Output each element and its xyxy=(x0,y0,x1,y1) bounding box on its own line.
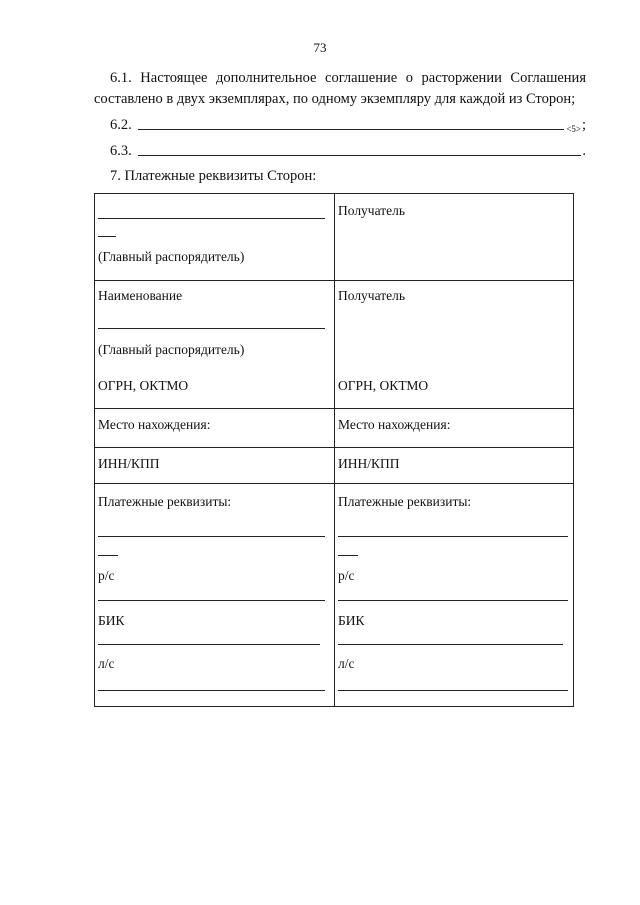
blank-line xyxy=(338,600,568,601)
blank-line xyxy=(98,536,325,537)
right-rs: р/с xyxy=(338,568,355,583)
right-ls: л/с xyxy=(338,656,355,671)
clause-6-2-end: ; xyxy=(581,117,586,133)
table-row-divider xyxy=(95,280,573,281)
right-location: Место нахождения: xyxy=(338,417,451,432)
blank-line xyxy=(338,644,563,645)
left-name-label: Наименование xyxy=(98,288,183,303)
left-inn: ИНН/КПП xyxy=(98,456,160,471)
right-payment: Платежные реквизиты: xyxy=(338,494,472,509)
blank-line xyxy=(98,555,118,556)
blank-line xyxy=(98,644,320,645)
right-bik: БИК xyxy=(338,613,365,628)
left-ogrn: ОГРН, ОКТМО xyxy=(98,378,189,393)
left-rs: р/с xyxy=(98,568,115,583)
clause-6-2-footnote: <5> xyxy=(566,124,581,134)
payment-details-table xyxy=(94,193,574,707)
blank-line xyxy=(98,236,116,237)
blank-line xyxy=(338,690,568,691)
right-recipient: Получатель xyxy=(338,203,406,218)
clause-6-3-end: . xyxy=(582,143,586,159)
page-number: 73 xyxy=(313,40,327,55)
left-role-2: (Главный распорядитель) xyxy=(98,342,245,357)
blank-line xyxy=(98,218,325,219)
blank-line xyxy=(98,600,325,601)
blank-line xyxy=(98,690,325,691)
blank-line xyxy=(338,555,358,556)
clause-6-1: 6.1. Настоящее дополнительное соглашение о расторжении Соглашения составлено в двух экземплярах, по одному экземпляру для каждой из Сторон; xyxy=(94,70,586,107)
left-role: (Главный распорядитель) xyxy=(98,249,245,264)
right-ogrn: ОГРН, ОКТМО xyxy=(338,378,429,393)
table-row-divider xyxy=(95,408,573,409)
table-row-divider xyxy=(95,483,573,484)
table-row-divider xyxy=(95,447,573,448)
clause-6-3-blank xyxy=(138,143,582,156)
clause-6-2-blank xyxy=(138,117,565,130)
section-7-title: 7. Платежные реквизиты Сторон: xyxy=(110,168,317,184)
clause-6-3-number: 6.3. xyxy=(110,143,132,159)
clause-6-3 xyxy=(110,140,586,160)
clause-6-2 xyxy=(110,114,586,134)
left-bik: БИК xyxy=(98,613,125,628)
right-recipient-2: Получатель xyxy=(338,288,406,303)
blank-line xyxy=(98,328,325,329)
table-column-divider xyxy=(334,194,335,706)
left-payment: Платежные реквизиты: xyxy=(98,494,232,509)
left-ls: л/с xyxy=(98,656,115,671)
clause-6-2-number: 6.2. xyxy=(110,117,132,133)
right-inn: ИНН/КПП xyxy=(338,456,400,471)
blank-line xyxy=(338,536,568,537)
left-location: Место нахождения: xyxy=(98,417,211,432)
